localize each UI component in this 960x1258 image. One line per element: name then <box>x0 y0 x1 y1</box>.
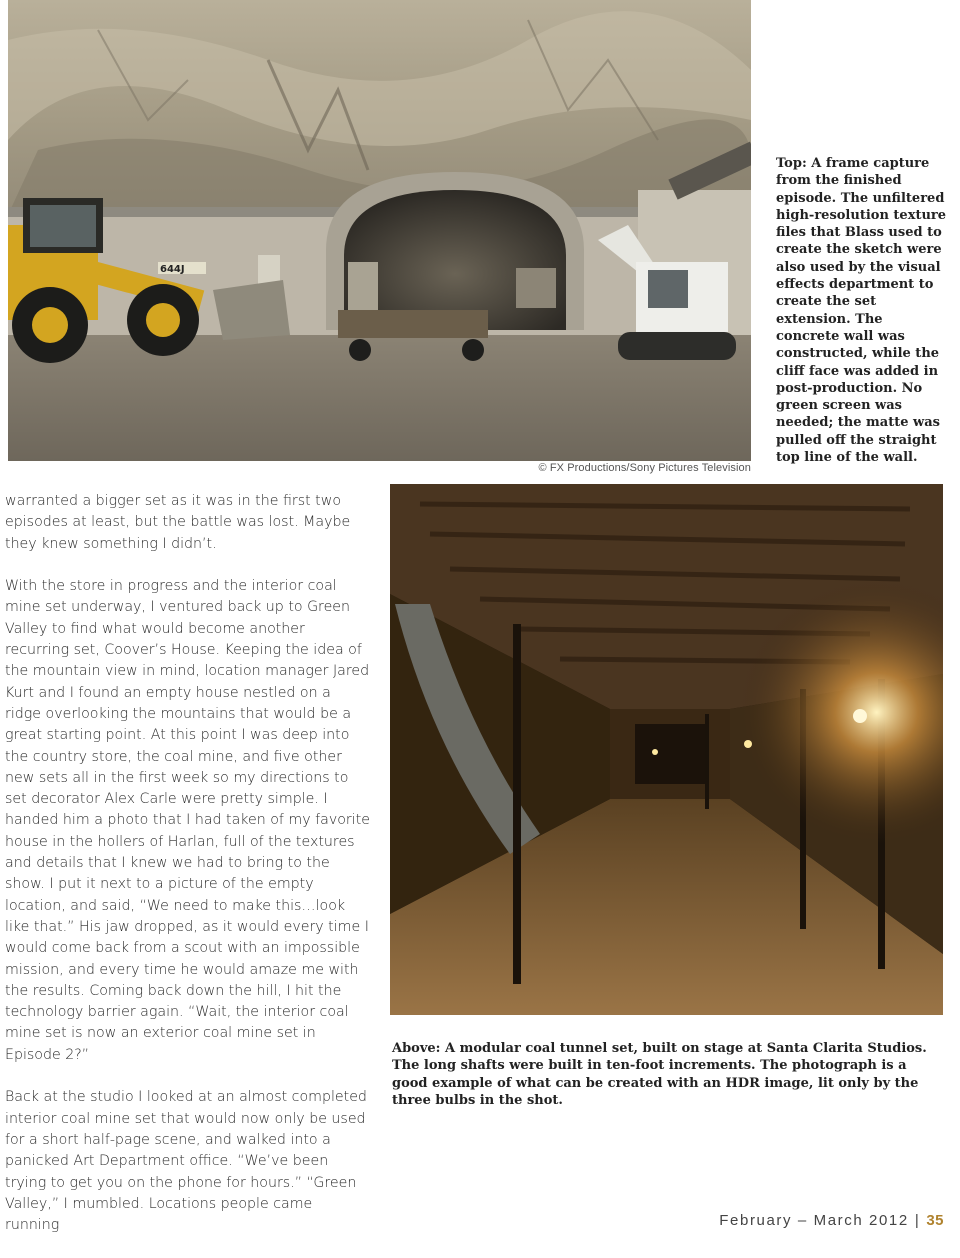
bottom-photo-caption: Above: A modular coal tunnel set, built on stage at Santa Clarita Studios. The long shafts were built in ten-foot increments. The photograph is a good example of what can be created with an HDR image, lit only by the three bulbs in the shot. <box>392 1041 927 1109</box>
body-paragraph: Back at the studio I looked at an almost completed interior coal mine set that would now only be used for a short half-page scene, and walked into a panicked Art Department office. “We’ve been trying to get you on the phone for hours.” “Green Valley,” I mumbled. Locations people came running <box>5 1089 367 1234</box>
coal-tunnel-illustration <box>390 484 943 1015</box>
mine-entrance-photo <box>8 0 751 461</box>
body-paragraph: With the store in progress and the interior coal mine set underway, I ventured back up to Green Valley to find what would become another recurring set, Coover’s House. Keeping the idea of the mountain view in mind, location manager Jared Kurt and I found an empty house nestled on a ridge overlooking the mountains that would be a great starting point. At this point I was deep into the country store, the coal mine, and five other new sets all in the first week so my directions to set decorator Alex Carle were pretty simple. I handed him a photo that I had taken of my favorite house in the hollers of Harlan, full of the textures and details that I knew we had to bring to the show. I put it next to a picture of the empty location, and said, “We need to make this…look like that.” His jaw dropped, as it would every time I would come back from a scout with an impossible mission, and every time he would amaze me with the results. Coming back down the hill, I hit the technology barrier again. “Wait, the interior coal mine set is now an exterior coal mine set in Episode 2?” <box>5 578 370 1063</box>
photo-credit: © FX Productions/Sony Pictures Television <box>538 462 751 474</box>
issue-date: February – March 2012 <box>719 1212 909 1229</box>
body-paragraph: warranted a bigger set as it was in the first two episodes at least, but the battle was lost. Maybe they knew something I didn’t. <box>5 493 351 552</box>
coal-tunnel-photo <box>390 484 943 1015</box>
mine-entrance-illustration <box>8 0 751 461</box>
loader-model-label: 644J <box>160 264 185 275</box>
article-body <box>5 491 371 1258</box>
page-footer <box>719 1212 944 1229</box>
folio-separator: | <box>914 1212 921 1229</box>
top-photo-caption: Top: A frame capture from the finished episode. The unfiltered high-resolution texture files that Blass used to create the sketch were also used by the visual effects department to create the set extension. The concrete wall was constructed, while the cliff face was added in post-production. No green screen was needed; the matte was pulled off the straight top line of the wall. <box>776 156 947 466</box>
page-number: 35 <box>926 1212 944 1229</box>
